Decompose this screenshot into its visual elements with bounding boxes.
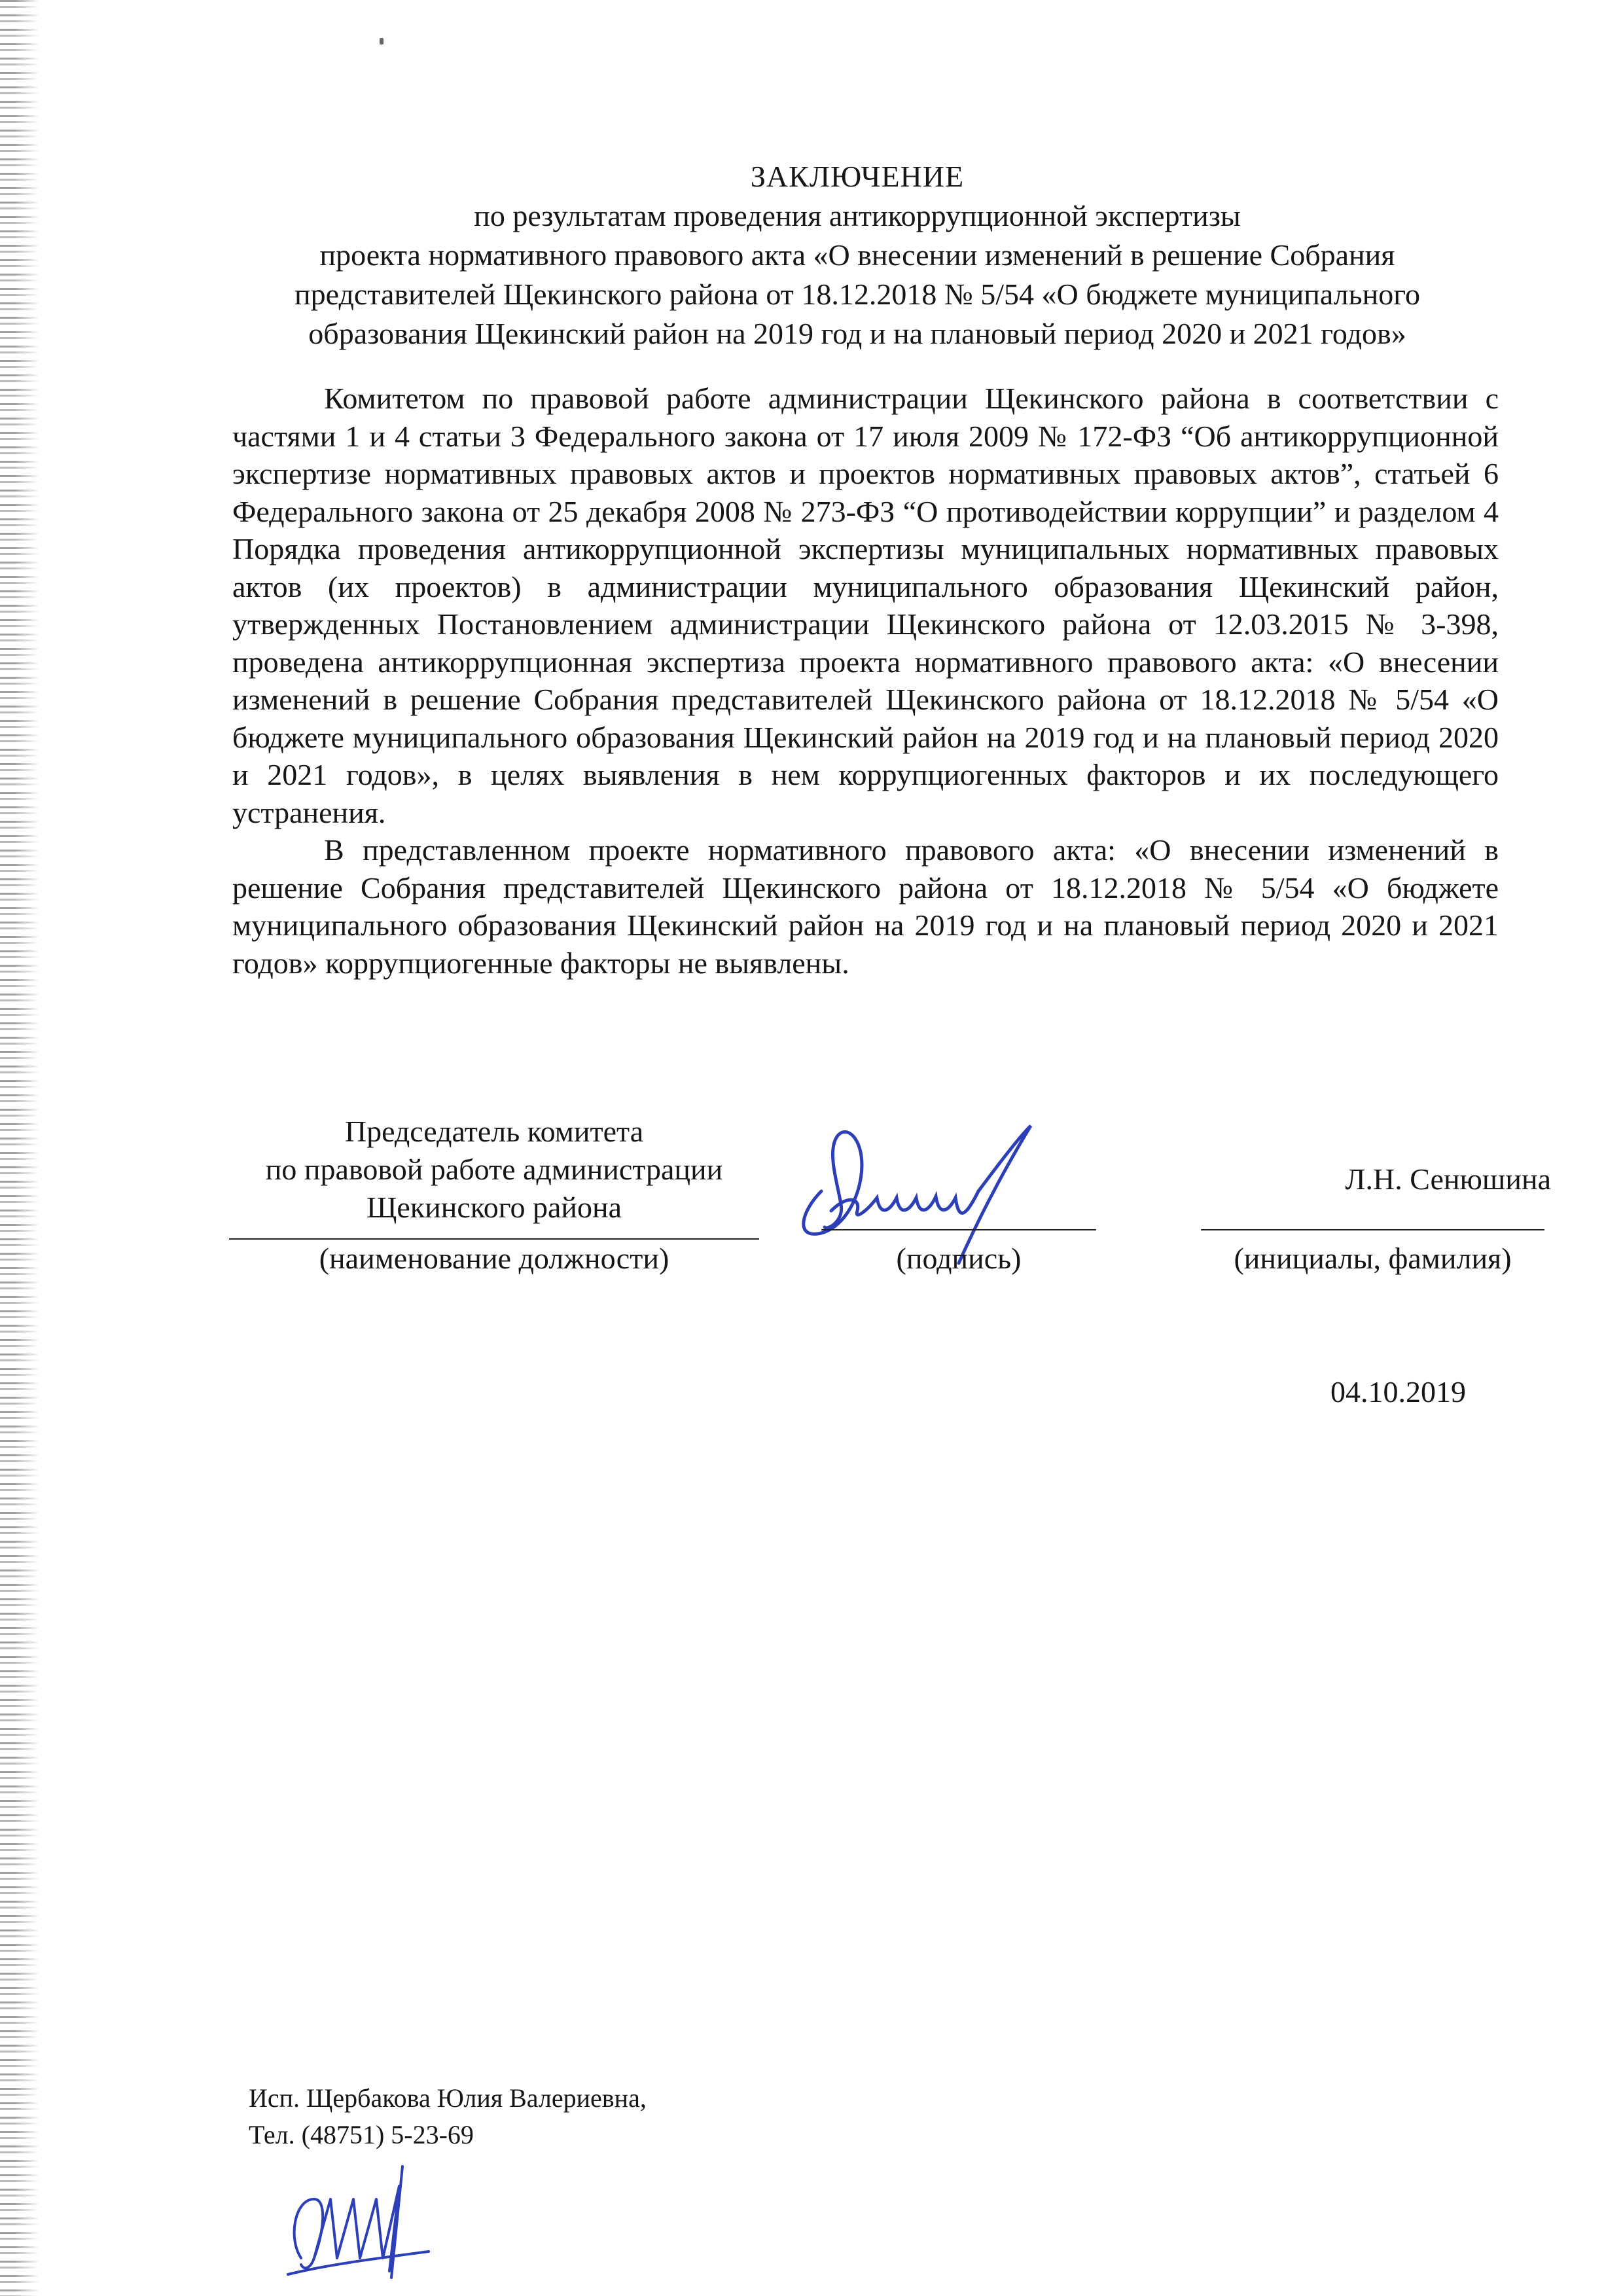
handwritten-initials xyxy=(275,2160,445,2284)
executor-name: Исп. Щербакова Юлия Валериевна, xyxy=(249,2083,647,2113)
body-paragraph-1: Комитетом по правовой работе администрации Щекинского района в соответствии с частями 1 и 4 статьи 3 Федерального закона от 17 июля 2009 № 172-ФЗ “Об антикоррупционной экспертизе нормативных правовых актов и проектов нормативных правовых актов”, статьей 6 Федерального закона от 25 декабря 2008 № 273-ФЗ “О противодействии коррупции” и разделом 4 Порядка проведения антикоррупционной экспертизы муниципальных нормативных правовых актов (их проектов) в администрации муниципального образования Щекинский район, утвержденных Постановлением администрации Щекинского района от 12.03.2015 № 3-398, проведена антикоррупционная экспертиза проекта нормативного правового акта: «О внесении изменений в решение Собрания представителей Щекинского района от 18.12.2018 № 5/54 «О бюджете муниципального образования Щекинский район на 2019 год и на плановый период 2020 и 2021 годов», в целях выявления в нем коррупциогенных факторов и их последующего устранения. xyxy=(232,382,1499,829)
body-paragraph-2: В представленном проекте нормативного правового акта: «О внесении изменений в решение Собрания представителей Щекинского района от 18.12.2018 № 5/54 «О бюджете муниципального образования Щекинский район на 2019 год и на плановый период 2020 и 2021 годов» коррупциогенные факторы не выявлены. xyxy=(232,833,1499,980)
executor-info xyxy=(249,2080,647,2153)
document-subtitle-line: представителей Щекинского района от 18.12.2018 № 5/54 «О бюджете муниципального xyxy=(294,278,1420,311)
executor-phone: Тел. (48751) 5-23-69 xyxy=(249,2120,474,2149)
signer-position-line: по правовой работе администрации xyxy=(265,1153,723,1186)
name-caption: (инициалы, фамилия) xyxy=(1234,1242,1512,1275)
signature-caption: (подпись) xyxy=(896,1242,1022,1275)
signer-position-line: Председатель комитета xyxy=(344,1115,644,1148)
scan-speck xyxy=(380,38,383,45)
signer-position-line: Щекинского района xyxy=(366,1191,622,1224)
signer-name: Л.Н. Сенюшина xyxy=(1345,1162,1551,1196)
signer-position xyxy=(229,1113,759,1227)
document-subtitle-line: проекта нормативного правового акта «О внесении изменений в решение Собрания xyxy=(319,238,1395,272)
document-body xyxy=(232,380,1499,982)
document-subtitle-line: образования Щекинский район на 2019 год и на плановый период 2020 и 2021 годов» xyxy=(308,317,1406,350)
document-heading: ЗАКЛЮЧЕНИЕ xyxy=(750,160,965,193)
name-underline xyxy=(1201,1229,1544,1230)
document-date: 04.10.2019 xyxy=(1330,1375,1466,1408)
signature-block xyxy=(0,1113,1623,1296)
title-block xyxy=(236,157,1479,353)
signature-underline xyxy=(821,1229,1096,1230)
document-subtitle-line: по результатам проведения антикоррупционной экспертизы xyxy=(474,199,1241,232)
position-caption: (наименование должности) xyxy=(319,1242,669,1275)
